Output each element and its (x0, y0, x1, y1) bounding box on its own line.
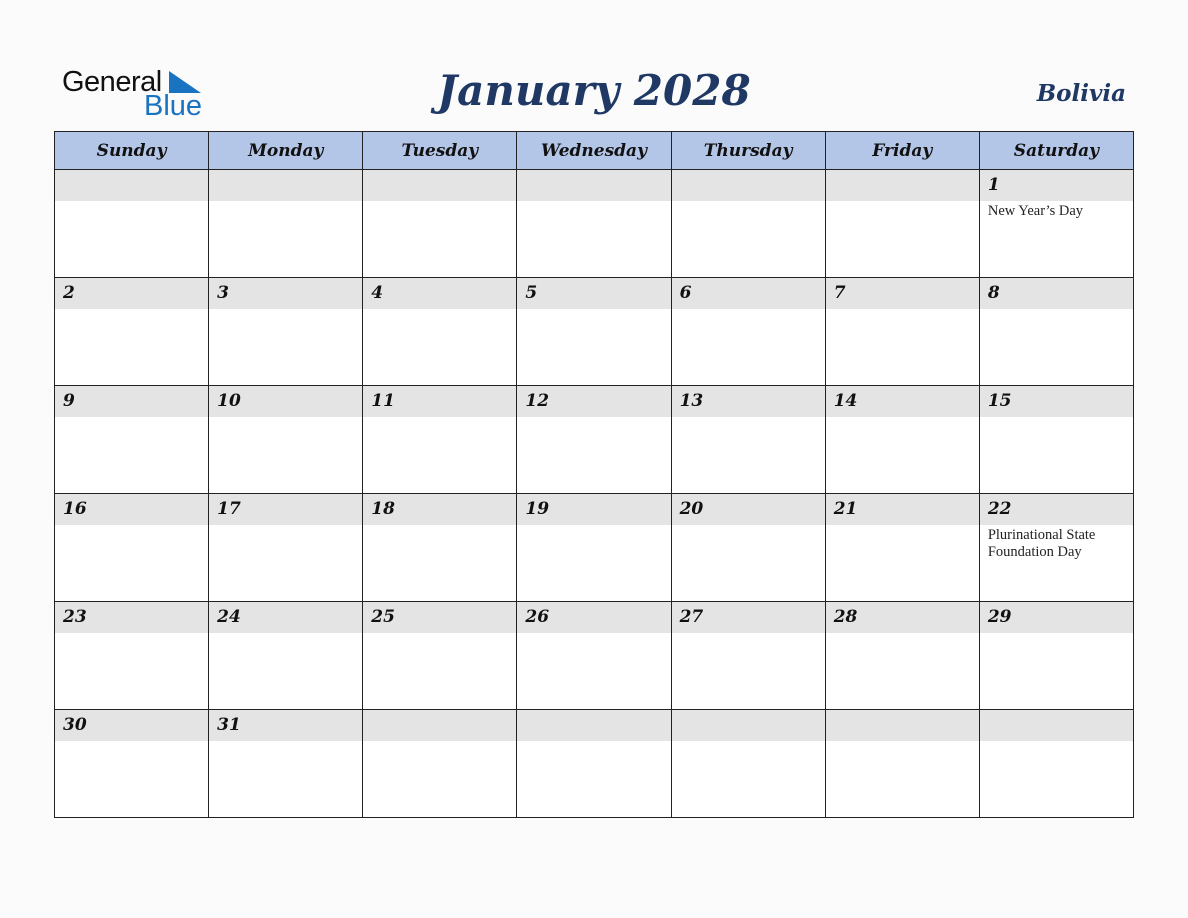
weekday-header-row (55, 132, 1134, 170)
day-cell[interactable] (517, 170, 671, 278)
day-number: 17 (209, 494, 362, 525)
day-number (980, 710, 1133, 741)
holiday-label: Plurinational State Foundation Day (987, 527, 1096, 560)
day-cell[interactable] (825, 386, 979, 494)
day-cell[interactable] (55, 602, 209, 710)
day-cell[interactable] (671, 170, 825, 278)
calendar-grid (54, 131, 1134, 818)
day-number (517, 710, 670, 741)
day-cell[interactable] (979, 170, 1133, 278)
day-cell[interactable] (979, 278, 1133, 386)
day-number: 15 (980, 386, 1133, 417)
day-cell[interactable] (55, 710, 209, 818)
day-number (363, 710, 516, 741)
day-cell[interactable] (55, 494, 209, 602)
day-cell[interactable] (825, 710, 979, 818)
day-number: 16 (55, 494, 208, 525)
day-cell[interactable] (209, 386, 363, 494)
day-number: 5 (517, 278, 670, 309)
week-row (55, 386, 1134, 494)
day-cell[interactable] (363, 170, 517, 278)
logo-general-text: General (62, 66, 162, 98)
day-cell[interactable] (209, 494, 363, 602)
day-cell[interactable] (363, 494, 517, 602)
day-cell[interactable] (517, 602, 671, 710)
day-number: 18 (363, 494, 516, 525)
day-number: 9 (55, 386, 208, 417)
day-number: 30 (55, 710, 208, 741)
day-number (672, 170, 825, 201)
day-number: 8 (980, 278, 1133, 309)
country-label: Bolivia (1036, 80, 1126, 107)
day-number: 24 (209, 602, 362, 633)
weekday-header-saturday: Saturday (979, 132, 1133, 170)
day-cell[interactable] (55, 386, 209, 494)
day-cell[interactable] (517, 278, 671, 386)
day-number: 21 (826, 494, 979, 525)
day-number: 22 (980, 494, 1133, 525)
day-cell[interactable] (55, 278, 209, 386)
day-cell[interactable] (517, 494, 671, 602)
day-cell[interactable] (363, 278, 517, 386)
day-number: 2 (55, 278, 208, 309)
day-number (826, 170, 979, 201)
day-number (826, 710, 979, 741)
day-number: 19 (517, 494, 670, 525)
day-cell[interactable] (671, 602, 825, 710)
day-number (55, 170, 208, 201)
day-number: 12 (517, 386, 670, 417)
day-number (363, 170, 516, 201)
weekday-header-thursday: Thursday (671, 132, 825, 170)
weekday-header-monday: Monday (209, 132, 363, 170)
day-cell[interactable] (979, 386, 1133, 494)
day-cell[interactable] (209, 170, 363, 278)
day-cell[interactable] (209, 602, 363, 710)
day-cell[interactable] (979, 710, 1133, 818)
day-cell[interactable] (517, 386, 671, 494)
day-number: 6 (672, 278, 825, 309)
day-number (672, 710, 825, 741)
day-number: 4 (363, 278, 516, 309)
day-cell[interactable] (363, 710, 517, 818)
weekday-header-wednesday: Wednesday (517, 132, 671, 170)
day-number: 29 (980, 602, 1133, 633)
day-number: 26 (517, 602, 670, 633)
weekday-header-friday: Friday (825, 132, 979, 170)
day-cell[interactable] (825, 170, 979, 278)
day-number: 27 (672, 602, 825, 633)
day-cell[interactable] (209, 278, 363, 386)
day-number: 13 (672, 386, 825, 417)
day-cell[interactable] (55, 170, 209, 278)
day-cell[interactable] (825, 494, 979, 602)
weekday-header-tuesday: Tuesday (363, 132, 517, 170)
logo-blue-text: Blue (144, 90, 203, 122)
day-number: 3 (209, 278, 362, 309)
day-cell[interactable] (517, 710, 671, 818)
day-cell[interactable] (979, 494, 1133, 602)
week-row (55, 710, 1134, 818)
day-number: 31 (209, 710, 362, 741)
day-number: 7 (826, 278, 979, 309)
day-number: 28 (826, 602, 979, 633)
day-cell[interactable] (363, 386, 517, 494)
day-number: 10 (209, 386, 362, 417)
day-number: 11 (363, 386, 516, 417)
day-number: 25 (363, 602, 516, 633)
week-row (55, 602, 1134, 710)
day-number: 20 (672, 494, 825, 525)
day-number (517, 170, 670, 201)
week-row (55, 494, 1134, 602)
day-cell[interactable] (671, 710, 825, 818)
weekday-header-sunday: Sunday (55, 132, 209, 170)
calendar-title: January 2028 (437, 66, 751, 115)
day-cell[interactable] (363, 602, 517, 710)
day-cell[interactable] (825, 278, 979, 386)
week-row (55, 278, 1134, 386)
day-cell[interactable] (825, 602, 979, 710)
day-number: 23 (55, 602, 208, 633)
day-cell[interactable] (671, 386, 825, 494)
day-number: 14 (826, 386, 979, 417)
day-number: 1 (980, 170, 1133, 201)
week-row (55, 170, 1134, 278)
day-cell[interactable] (671, 494, 825, 602)
holiday-label: New Year’s Day (987, 203, 1084, 219)
day-cell[interactable] (209, 710, 363, 818)
day-cell[interactable] (979, 602, 1133, 710)
day-cell[interactable] (671, 278, 825, 386)
day-number (209, 170, 362, 201)
